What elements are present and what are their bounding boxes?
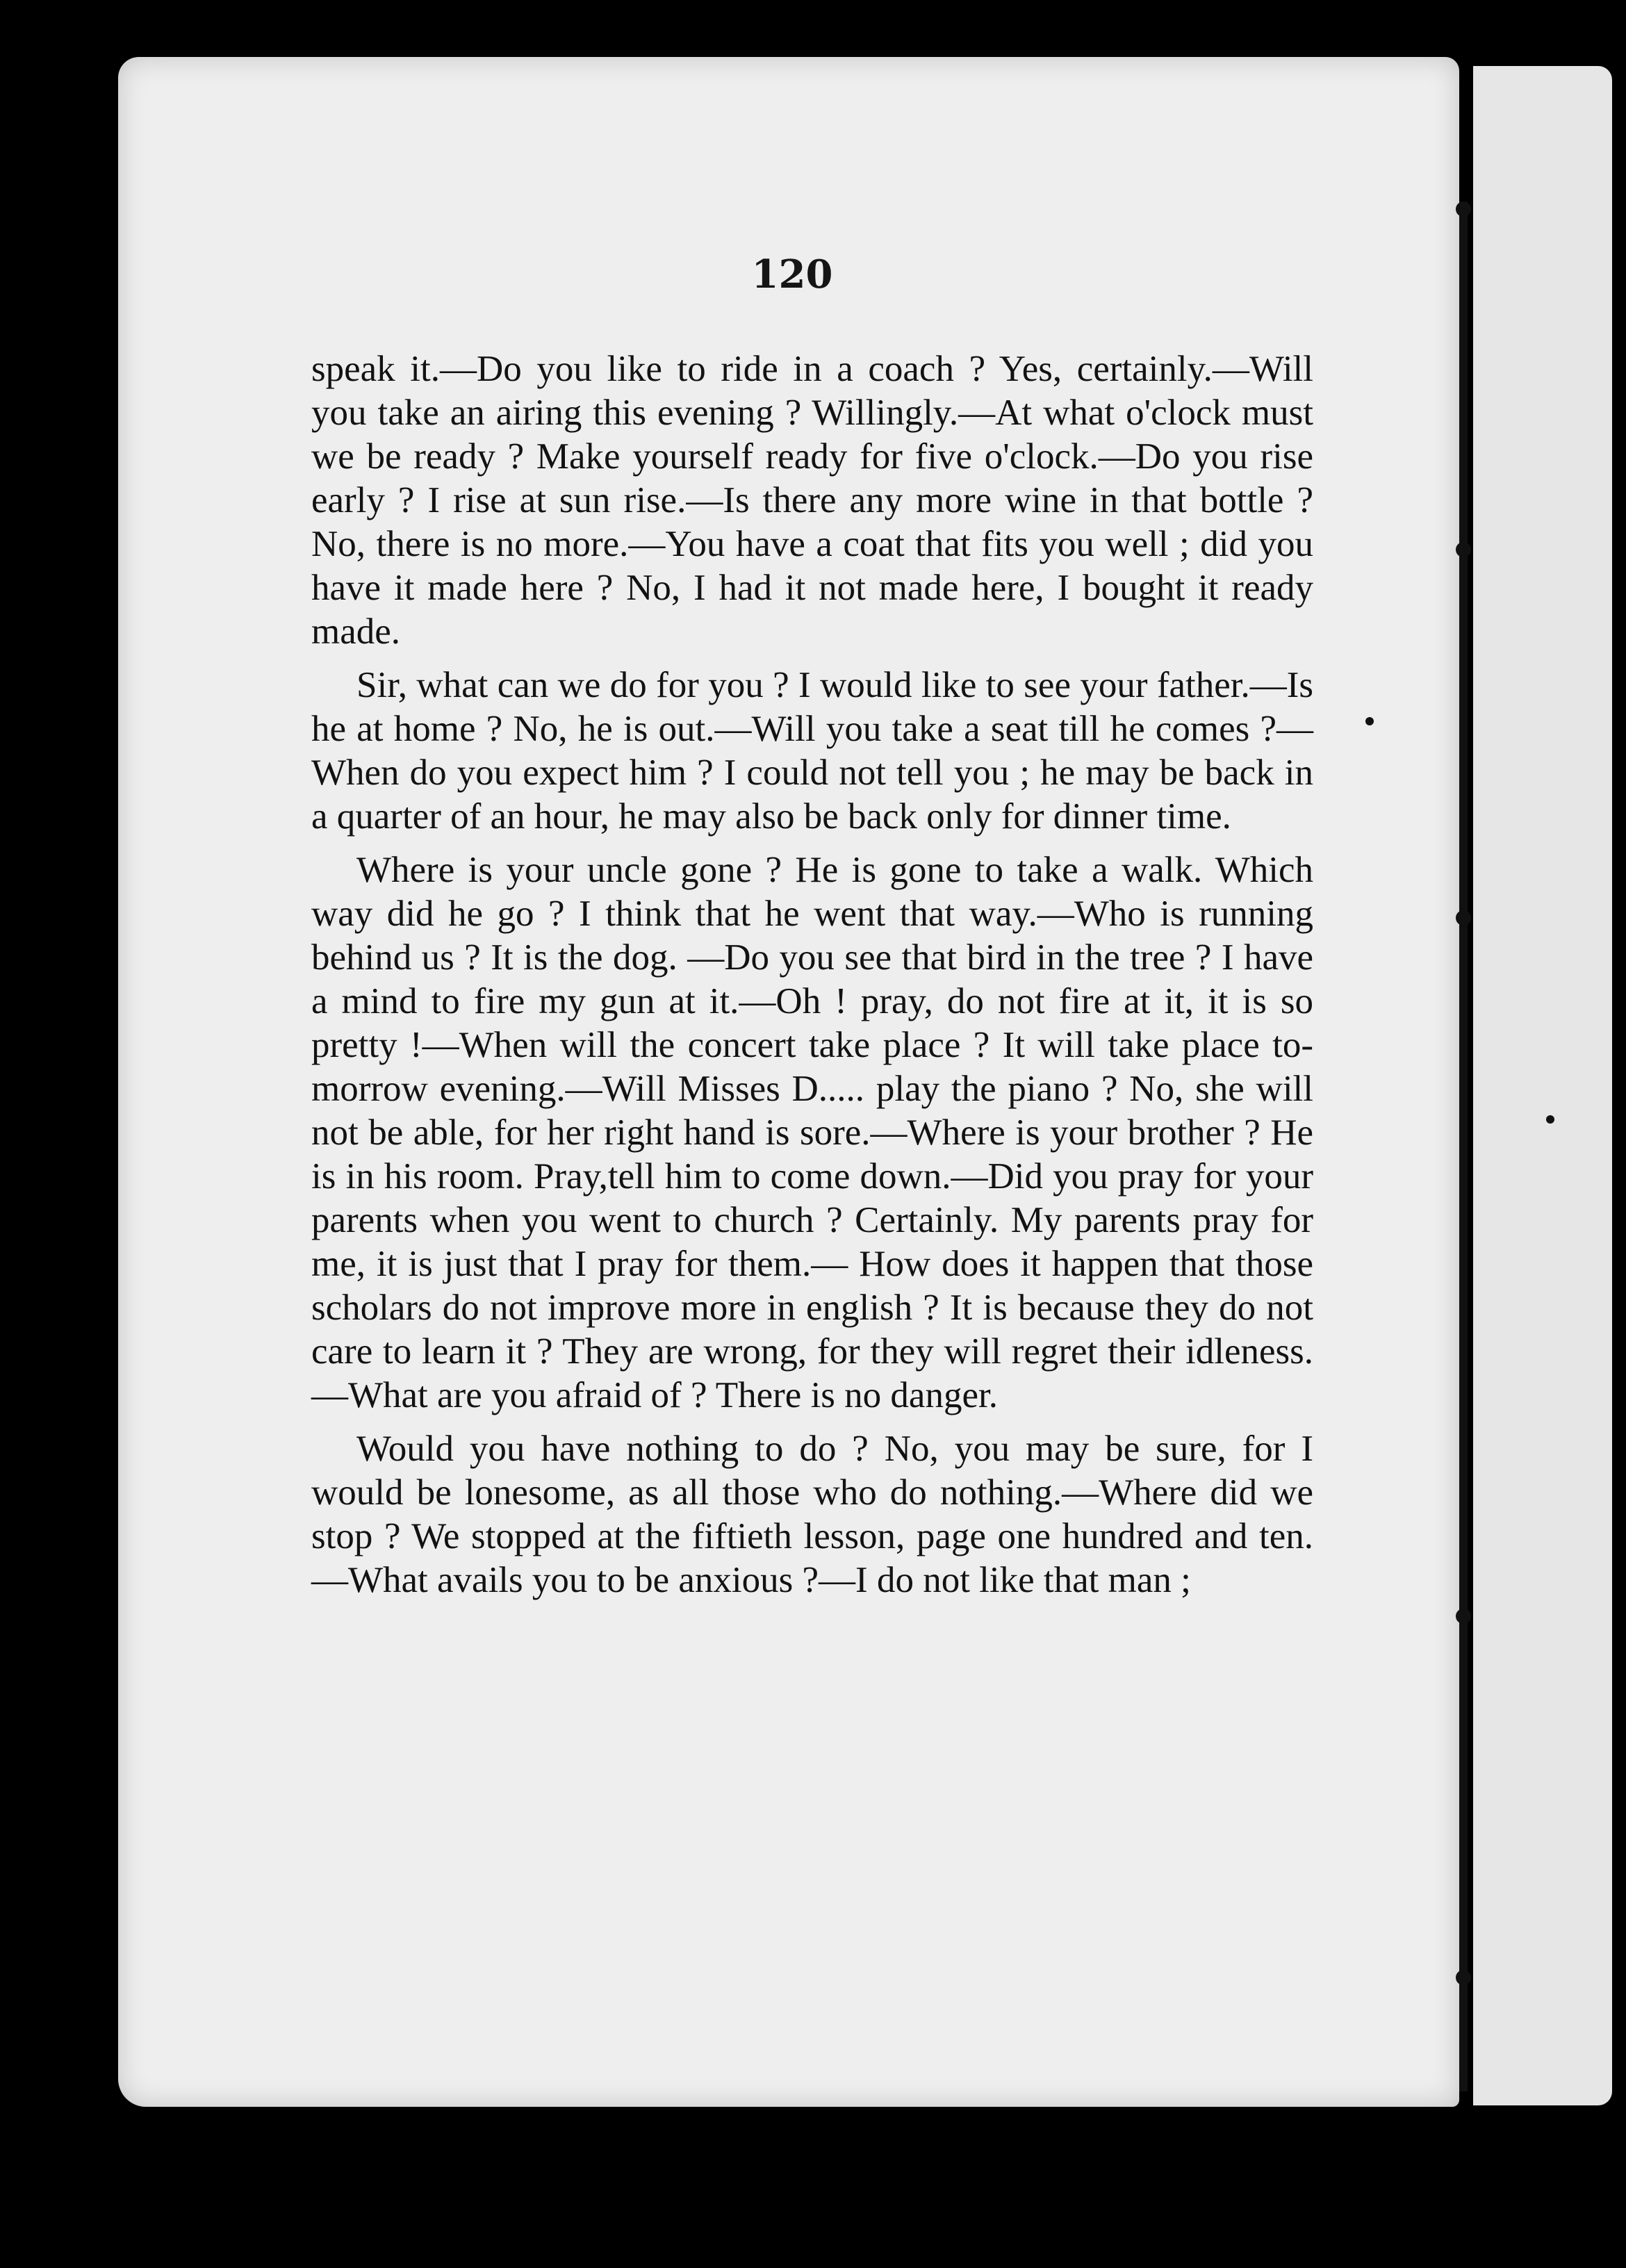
ink-speck <box>1546 1115 1554 1124</box>
binding-thread-knot <box>1456 1970 1471 1985</box>
page-number: 120 <box>751 252 833 297</box>
paragraph: Sir, what can we do for you ? I would like to see your father.—Is he at home ? No, he is out.—Will you take a seat till he comes ?—When do you expect him ? I could not tell you ; he may be back in a quarter of an hour, he may also be back only for dinner time. <box>311 665 1313 837</box>
binding-thread-knot <box>1456 202 1471 217</box>
binding-thread-knot <box>1456 542 1471 557</box>
ink-speck <box>1365 717 1374 725</box>
binding-thread-knot <box>1456 910 1471 926</box>
body-text <box>311 347 1313 1612</box>
binding-gutter <box>1459 202 1468 2092</box>
paragraph: speak it.—Do you like to ride in a coach ? Yes, certainly.—Will you take an airing this evening ? Willingly.—At what o'clock must we be ready ? Make yourself ready for five o'clock.—Do you rise early ? I rise at sun rise.—Is there any more wine in that bottle ? No, there is no more.—You have a coat that fits you well ; did you have it made here ? No, I had it not made here, I bought it ready made. <box>311 349 1313 652</box>
paragraph: Where is your uncle gone ? He is gone to take a walk. Which way did he go ? I think that he went that way.—Who is running behind us ? It is the dog. —Do you see that bird in the tree ? I have a mind to fire my gun at it.—Oh ! pray, do not fire at it, it is so pretty !—When will the concert take place ? It will take place to-morrow evening.—Will Misses D..... play the piano ? No, she will not be able, for her right hand is sore.—Where is your brother ? He is in his room. Pray,tell him to come down.—Did you pray for your parents when you went to church ? Certainly. My parents pray for me, it is just that I pray for them.— How does it happen that those scholars do not improve more in english ? It is because they do not care to learn it ? They are wrong, for they will regret their idleness.—What are you afraid of ? There is no danger. <box>311 850 1313 1415</box>
binding-thread-knot <box>1456 1609 1471 1624</box>
paragraph: Would you have nothing to do ? No, you may be sure, for I would be lonesome, as all those who do nothing.—Where did we stop ? We stopped at the fiftieth lesson, page one hundred and ten.—What avails you to be anxious ?—I do not like that man ; <box>311 1429 1313 1600</box>
facing-page-edge <box>1473 66 1612 2105</box>
